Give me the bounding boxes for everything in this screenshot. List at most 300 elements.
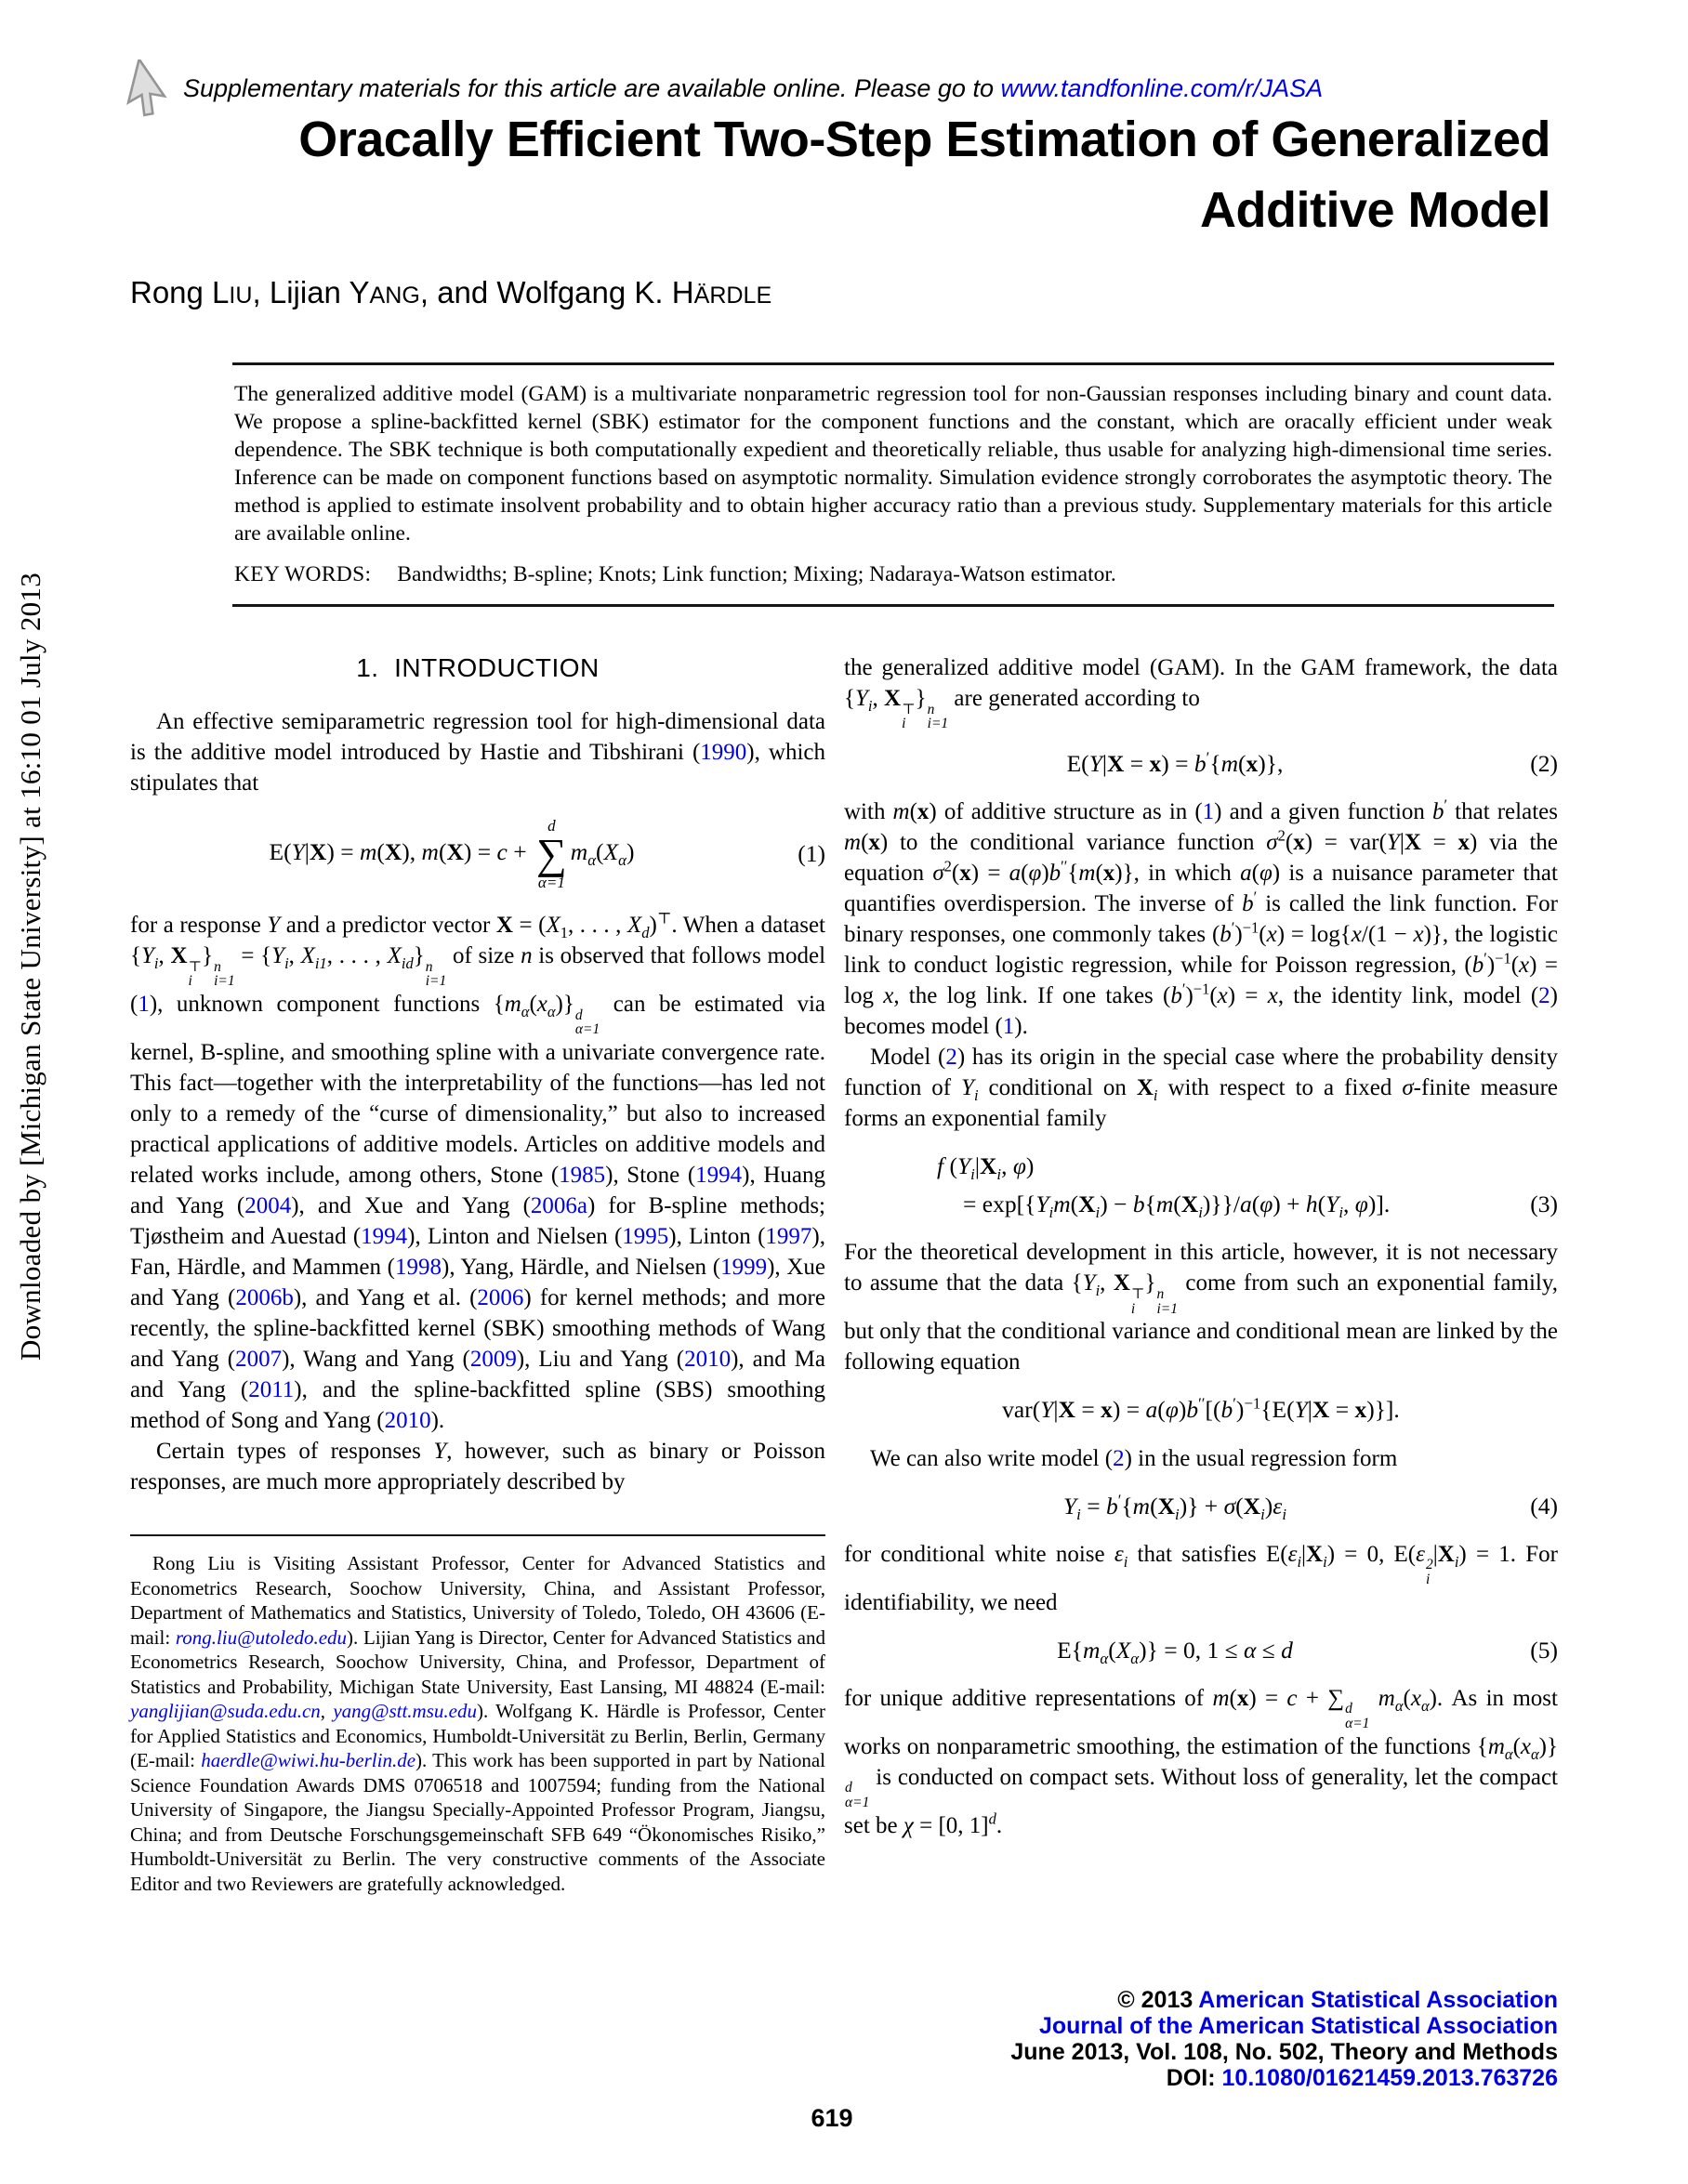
link[interactable]: rong.liu@utoledo.edu bbox=[175, 1625, 348, 1649]
text-run: Y bbox=[1035, 1190, 1049, 1217]
abstract-text: The generalized additive model (GAM) is a multivariate nonparametric regression tool for non-Gaussian responses including binary and count data. We propose a spline-backfitted kernel (SBK) estimator for the component functions and the constant, which are oracally efficient under weak dependence. The SBK technique is both computationally expedient and theoretically reliable, thus usable for analyzing high-dimensional time series. Inference can be made on component functions based on asymptotic normality. Simulation evidence strongly corroborates the asymptotic theory. The method is applied to estimate insolvent probability and to obtain higher accuracy ratio than a previous study. Supplementary materials for this article are available online. bbox=[234, 382, 1552, 546]
text-run: b bbox=[1220, 1396, 1233, 1424]
text-run: for a response bbox=[130, 913, 268, 938]
text-run: 2 bbox=[1277, 826, 1286, 845]
text-run: i bbox=[1076, 1505, 1081, 1523]
text-run: ), Liu and Yang ( bbox=[516, 1347, 685, 1373]
text-run: | bbox=[1432, 1541, 1438, 1567]
link[interactable]: 2011 bbox=[248, 1377, 295, 1403]
text-run: i bbox=[1282, 1505, 1287, 1523]
text-run: σ bbox=[1402, 1075, 1414, 1101]
text-run: that satisfies E( bbox=[1128, 1541, 1288, 1567]
text-run: that relates bbox=[1447, 799, 1558, 825]
text-run: Y bbox=[291, 837, 305, 865]
text-run: α bbox=[1420, 1696, 1430, 1715]
text-run: ) − bbox=[1100, 1190, 1133, 1217]
text-run: ) bbox=[1234, 922, 1243, 948]
link[interactable]: 1985 bbox=[559, 1163, 606, 1189]
text-run: m bbox=[1053, 1190, 1071, 1217]
text-run: X bbox=[1404, 830, 1421, 856]
link[interactable]: 1 bbox=[138, 992, 150, 1018]
text-run: ), and Ma and Yang ( bbox=[130, 1347, 825, 1403]
text-run: ) bbox=[1486, 953, 1496, 979]
text-run: = exp[{ bbox=[963, 1190, 1036, 1217]
link[interactable]: 1995 bbox=[622, 1224, 669, 1250]
text-run: ), bbox=[402, 837, 422, 865]
article-title bbox=[149, 104, 1550, 245]
link[interactable]: 1994 bbox=[361, 1224, 408, 1250]
text-run: i bbox=[1339, 1203, 1344, 1221]
text-run: ), Xue and Yang ( bbox=[130, 1255, 825, 1311]
keywords-text: Bandwidths; B-spline; Knots; Link function; Mixing; Nadaraya-Watson estimator. bbox=[397, 562, 1116, 586]
text-run: )}}/ bbox=[1202, 1190, 1240, 1217]
text-run: σ bbox=[1266, 830, 1278, 856]
text-run: , the identity link, model ( bbox=[1277, 983, 1539, 1009]
text-run: Y bbox=[1294, 1396, 1308, 1424]
text-run: ) = bbox=[1227, 983, 1268, 1009]
text-run: i bbox=[1048, 1203, 1054, 1221]
text-run: ) = bbox=[326, 837, 360, 865]
text-run: X bbox=[170, 943, 188, 968]
text-run: ′ bbox=[1484, 949, 1487, 967]
text-run: ( bbox=[1021, 861, 1029, 887]
text-run: X bbox=[1078, 1190, 1096, 1217]
text-run: X bbox=[1243, 1492, 1261, 1520]
paragraph bbox=[844, 652, 1558, 731]
text-run: a bbox=[1145, 1396, 1158, 1424]
text-run: x bbox=[1293, 830, 1305, 856]
text-run: f bbox=[937, 1152, 944, 1180]
text-run: ) bbox=[1264, 1492, 1273, 1520]
text-run: Y bbox=[1040, 1396, 1054, 1424]
text-run: Y bbox=[1325, 1190, 1339, 1217]
text-run: m bbox=[1155, 1190, 1174, 1217]
left-column bbox=[130, 652, 825, 1896]
link[interactable]: 2 bbox=[1538, 983, 1550, 1009]
text-run: x bbox=[1102, 861, 1115, 887]
equation-4-label: (4) bbox=[1530, 1492, 1558, 1520]
supplementary-note bbox=[183, 74, 1323, 103]
text-run: X bbox=[1437, 1541, 1455, 1567]
text-run: σ bbox=[1223, 1492, 1236, 1520]
text-run: = [0, 1] bbox=[913, 1813, 989, 1839]
text-run: x bbox=[917, 799, 930, 825]
link[interactable]: 1997 bbox=[765, 1224, 812, 1250]
text-run: ) becomes model ( bbox=[844, 983, 1558, 1040]
text-run: = bbox=[1420, 830, 1458, 856]
text-run: , bbox=[288, 943, 301, 968]
text-run: { bbox=[1121, 1492, 1133, 1520]
text-run: DOI: bbox=[1166, 2065, 1222, 2091]
text-run: ) to the conditional variance function bbox=[879, 830, 1267, 856]
text-run: X bbox=[1157, 1492, 1176, 1520]
text-run: {E( bbox=[1260, 1396, 1295, 1424]
text-run: x bbox=[1354, 1396, 1367, 1424]
text-run: i bbox=[1175, 1505, 1180, 1523]
text-run: α bbox=[521, 1003, 530, 1021]
text-run: Y bbox=[956, 1152, 971, 1180]
text-run: . When a dataset { bbox=[130, 913, 826, 968]
text-run: ) = bbox=[463, 837, 497, 865]
text-run: ( bbox=[1229, 1685, 1237, 1711]
text-run: ( bbox=[1095, 861, 1103, 887]
text-run: ε bbox=[1273, 1492, 1283, 1520]
text-run: )}, bbox=[1258, 750, 1284, 778]
text-run: © 2013 bbox=[1117, 1987, 1199, 2013]
text-run: ( bbox=[1285, 830, 1294, 856]
text-run: , . . . , bbox=[568, 913, 627, 938]
text-run: X bbox=[1136, 1075, 1154, 1101]
text-run: )}, in which bbox=[1114, 861, 1241, 887]
text-run: σ bbox=[932, 861, 944, 887]
text-run: , bbox=[1343, 1190, 1355, 1217]
text-run: ), and the spline-backfitted spline (SBS) smoothing method of Song and Yang ( bbox=[130, 1377, 825, 1434]
abstract-bottom-divider bbox=[232, 604, 1554, 607]
sub-sup-stack: d α=1 bbox=[1345, 1701, 1370, 1732]
text-run: ε bbox=[1287, 1541, 1298, 1567]
text-run: , . . . , bbox=[326, 943, 388, 968]
text-run: ), Fan, Härdle, and Mammen ( bbox=[130, 1224, 825, 1281]
text-run: IU bbox=[229, 283, 253, 309]
text-run: ( bbox=[909, 799, 917, 825]
paragraph bbox=[844, 1539, 1558, 1618]
text-run: x bbox=[1246, 750, 1259, 778]
text-run: b bbox=[1193, 750, 1207, 778]
text-run: X bbox=[495, 913, 513, 938]
text-run: b bbox=[1048, 861, 1062, 887]
text-run: ) = 0, E( bbox=[1326, 1541, 1417, 1567]
text-run: )]. bbox=[1367, 1190, 1391, 1217]
text-run: b bbox=[1471, 953, 1484, 979]
sum-operator: d ∑ α=1 bbox=[535, 817, 567, 891]
keywords-line bbox=[232, 551, 1554, 587]
link[interactable]: yanglijian@suda.edu.cn bbox=[130, 1700, 321, 1723]
text-run: , Lijian Y bbox=[252, 275, 370, 309]
text-run: X bbox=[1115, 1636, 1131, 1664]
sub-sup-stack: n i=1 bbox=[927, 701, 949, 732]
text-run: for conditional white noise bbox=[844, 1541, 1114, 1567]
text-run: α bbox=[547, 1003, 556, 1021]
text-run: a bbox=[1240, 861, 1252, 887]
copyright-line bbox=[1010, 1987, 1558, 2013]
text-run: , the log link. If one takes ( bbox=[893, 983, 1171, 1009]
text-run: ≤ bbox=[1256, 1636, 1282, 1664]
text-run: for unique additive representations of bbox=[844, 1685, 1213, 1711]
text-run: α bbox=[1531, 1744, 1539, 1763]
text-run: )} bbox=[1538, 1733, 1558, 1759]
link[interactable]: 10.1080/01621459.2013.763726 bbox=[1221, 2065, 1558, 2091]
text-run: = bbox=[1124, 750, 1150, 778]
text-run: ), and Xue and Yang ( bbox=[291, 1193, 531, 1219]
text-run: m bbox=[421, 837, 439, 865]
text-run: | bbox=[1101, 750, 1107, 778]
text-run: /(1 − bbox=[1361, 922, 1414, 948]
text-run: 1 bbox=[560, 924, 568, 941]
text-run: ( bbox=[1259, 922, 1267, 948]
text-run: , and Wolfgang K. H bbox=[419, 275, 694, 309]
text-run: X bbox=[884, 686, 902, 711]
text-run: come from such an exponential family, but only that the conditional variance and conditional mean are linked by the following equation bbox=[844, 1270, 1558, 1375]
text-run: ) via the equation bbox=[844, 830, 1558, 887]
equation-4 bbox=[844, 1491, 1558, 1523]
text-run: ( bbox=[1235, 1492, 1244, 1520]
text-run: Rong L bbox=[130, 275, 230, 309]
paragraph bbox=[844, 1237, 1558, 1377]
text-run: ) = bbox=[1161, 750, 1194, 778]
paragraph bbox=[130, 1436, 825, 1497]
text-run: ( bbox=[1403, 1685, 1411, 1711]
text-run: , bbox=[158, 943, 171, 968]
text-run: = bbox=[1075, 1396, 1101, 1424]
text-run: ∑ bbox=[1327, 1685, 1345, 1711]
text-run: with respect to a fixed bbox=[1157, 1075, 1403, 1101]
sub-sup-stack: n i=1 bbox=[214, 958, 235, 990]
text-run: φ bbox=[1012, 1152, 1026, 1180]
text-run: m bbox=[1220, 750, 1239, 778]
text-run: a bbox=[1009, 861, 1022, 887]
text-run: Y bbox=[1062, 1492, 1077, 1520]
link[interactable]: 2007 bbox=[235, 1347, 283, 1373]
text-run: ) bbox=[1235, 1396, 1245, 1424]
link[interactable]: 1990 bbox=[700, 740, 747, 765]
text-run: ( bbox=[943, 1152, 957, 1180]
text-run: X bbox=[1312, 1396, 1330, 1424]
text-run: χ bbox=[903, 1813, 914, 1839]
text-run: ( bbox=[1157, 1396, 1166, 1424]
authors-line bbox=[130, 275, 771, 310]
text-run: m bbox=[892, 799, 910, 825]
text-run: m bbox=[570, 837, 588, 865]
text-run: | bbox=[1301, 1541, 1307, 1567]
text-run: i bbox=[1454, 1552, 1459, 1571]
text-run: We can also write model ( bbox=[870, 1445, 1114, 1471]
link[interactable]: Journal of the American Statistical Association bbox=[1038, 2013, 1558, 2039]
link[interactable]: 1999 bbox=[720, 1255, 768, 1281]
text-run: ( bbox=[1150, 1492, 1158, 1520]
text-run: x bbox=[1457, 830, 1470, 856]
text-run: φ bbox=[1259, 1190, 1273, 1217]
text-run: ( bbox=[951, 861, 960, 887]
text-run: x bbox=[959, 861, 971, 887]
text-run: )}]. bbox=[1366, 1396, 1400, 1424]
text-run: + bbox=[507, 837, 533, 865]
journal-name-line bbox=[1010, 2013, 1558, 2039]
text-run: ⊤ bbox=[656, 909, 672, 928]
text-run: = bbox=[1080, 1492, 1106, 1520]
text-run: m bbox=[504, 992, 521, 1018]
text-run: φ bbox=[1165, 1396, 1179, 1424]
link[interactable]: yang@stt.msu.edu bbox=[333, 1700, 477, 1723]
text-run: n bbox=[521, 943, 533, 968]
doi-line bbox=[1010, 2065, 1558, 2091]
text-run: Y bbox=[433, 1439, 447, 1465]
text-run: m bbox=[1082, 1636, 1101, 1664]
link[interactable]: www.tandfonline.com/r/JASA bbox=[1000, 74, 1324, 102]
text-run: h bbox=[1305, 1190, 1318, 1217]
text-run: i bbox=[973, 1086, 979, 1105]
text-run: ), Yang, Härdle, and Nielsen ( bbox=[442, 1255, 721, 1281]
text-run: X bbox=[387, 943, 402, 968]
text-run: ). Lijian Yang is Director, Center for Advanced Statistics and Econometrics Research, Soochow University, China, and Professor, Department of Statistics and Probability, Michigan State University, East Lansing, MI 48824 (E-mail: bbox=[130, 1625, 825, 1698]
text-run: ) = bbox=[1248, 1685, 1287, 1711]
text-run: m bbox=[1132, 1492, 1151, 1520]
text-run: ) = var( bbox=[1304, 830, 1387, 856]
text-run: α bbox=[1243, 1636, 1257, 1664]
text-run: Y bbox=[267, 913, 281, 938]
text-run: ( bbox=[1510, 953, 1520, 979]
link[interactable]: 2 bbox=[1113, 1445, 1125, 1471]
text-run: φ bbox=[1259, 861, 1273, 887]
text-run: { bbox=[1067, 861, 1079, 887]
text-run: d bbox=[641, 924, 650, 941]
text-run: ( bbox=[529, 992, 537, 1018]
text-run: Rong Liu is Visiting Assistant Professor, Center for Advanced Statistics and Econometrics Research, Soochow University, China, and Assistant Professor, Department of Mathematics and Statistics, University of Toledo, Toledo, OH 43606 (E-mail: bbox=[130, 1552, 825, 1649]
text-run: [( bbox=[1205, 1396, 1221, 1424]
text-run: ( bbox=[596, 837, 604, 865]
link[interactable]: 1998 bbox=[395, 1255, 442, 1281]
text-run: ( bbox=[861, 830, 869, 856]
paragraph bbox=[844, 1443, 1558, 1474]
text-run: and a predictor vector bbox=[280, 913, 496, 938]
text-run: 2 bbox=[943, 857, 952, 875]
link[interactable]: 2006b bbox=[235, 1285, 294, 1311]
text-run: ′ bbox=[1253, 888, 1258, 906]
text-run: b bbox=[1242, 891, 1254, 917]
link[interactable]: 2004 bbox=[244, 1193, 292, 1219]
text-run: X bbox=[979, 1152, 997, 1180]
text-run: i bbox=[1123, 1552, 1128, 1571]
text-run: ÄRDLE bbox=[693, 283, 772, 309]
equation-1-label: (1) bbox=[798, 839, 825, 867]
text-run: are generated according to bbox=[948, 686, 1200, 711]
text-run: ( bbox=[376, 837, 385, 865]
text-run: ) = bbox=[1112, 1396, 1146, 1424]
equation-5-label: (5) bbox=[1530, 1636, 1558, 1664]
text-run: d bbox=[988, 1809, 996, 1828]
link[interactable]: 2 bbox=[945, 1045, 957, 1071]
text-run: x bbox=[1236, 1685, 1249, 1711]
text-run: X bbox=[309, 837, 327, 865]
text-run: b bbox=[1431, 799, 1444, 825]
text-run: Y bbox=[1088, 750, 1102, 778]
text-run: −1 bbox=[1193, 980, 1210, 998]
equation-3-line1 bbox=[844, 1152, 1558, 1184]
text-run: ), unknown component functions { bbox=[149, 992, 505, 1018]
link[interactable]: 2010 bbox=[684, 1347, 732, 1373]
text-run: ) of additive structure as in ( bbox=[929, 799, 1203, 825]
text-run: X bbox=[603, 837, 619, 865]
link[interactable]: 2006 bbox=[477, 1285, 524, 1311]
text-run: i bbox=[1198, 1203, 1203, 1221]
link[interactable]: 1994 bbox=[695, 1163, 743, 1189]
text-run: )} = 0, 1 ≤ bbox=[1139, 1636, 1244, 1664]
text-run: x bbox=[1410, 1685, 1421, 1711]
link[interactable]: 1 bbox=[1002, 1014, 1015, 1040]
text-run: E{ bbox=[1057, 1636, 1083, 1664]
text-run: x bbox=[536, 992, 547, 1018]
text-run: a bbox=[1239, 1190, 1252, 1217]
link[interactable]: 2010 bbox=[384, 1408, 431, 1434]
text-run: ) for kernel methods; and more recently, the spline-backfitted kernel (SBK) smoothing methods of Wang and Yang ( bbox=[130, 1285, 825, 1373]
text-run: ), Wang and Yang ( bbox=[282, 1347, 470, 1373]
text-run: x bbox=[1413, 922, 1424, 948]
text-run: φ bbox=[1354, 1190, 1368, 1217]
text-run: { bbox=[1209, 750, 1221, 778]
text-run: June 2013, Vol. 108, No. 502, Theory and Methods bbox=[1010, 2039, 1558, 2065]
text-run: b bbox=[1132, 1190, 1145, 1217]
text-run: −1 bbox=[1495, 949, 1511, 967]
text-run: ) bbox=[626, 837, 635, 865]
paragraph bbox=[130, 910, 825, 1436]
sub-sup-stack: d α=1 bbox=[845, 1780, 870, 1811]
text-run: ), Stone ( bbox=[605, 1163, 696, 1189]
text-run: ′ bbox=[1206, 748, 1210, 767]
link[interactable]: haerdle@wiwi.hu-berlin.de bbox=[201, 1749, 416, 1772]
link[interactable]: 2009 bbox=[469, 1347, 517, 1373]
text-run: ) for B-spline methods; Tjøstheim and Auestad ( bbox=[130, 1193, 825, 1250]
text-run: , however, such as binary or Poisson responses, are much more appropriately described by bbox=[130, 1439, 825, 1495]
text-run: id bbox=[401, 954, 414, 972]
text-run: ) bbox=[1041, 861, 1049, 887]
text-run: )}, the logistic link to conduct logistic regression, while for Poisson regression, ( bbox=[844, 922, 1559, 979]
text-run: )} + bbox=[1179, 1492, 1224, 1520]
text-run: ) in the usual regression form bbox=[1124, 1445, 1398, 1471]
equation-5-body bbox=[844, 1636, 1506, 1667]
equation-5 bbox=[844, 1636, 1558, 1667]
text-run: Y bbox=[141, 943, 154, 968]
text-run: ANG bbox=[369, 283, 420, 309]
footnote-text bbox=[130, 1551, 825, 1896]
sub-sup-stack: n i=1 bbox=[1156, 1285, 1178, 1317]
text-run: ) bbox=[649, 913, 657, 938]
text-run: i bbox=[153, 954, 159, 972]
text-run: = { bbox=[234, 943, 272, 968]
equation-3-body bbox=[844, 1191, 1506, 1219]
text-run: i bbox=[1153, 1086, 1158, 1105]
text-run: var( bbox=[1002, 1396, 1041, 1424]
text-run: c bbox=[496, 837, 508, 865]
text-run: ( bbox=[1512, 1733, 1521, 1759]
text-run: α bbox=[1394, 1696, 1404, 1715]
text-run: X bbox=[1306, 1541, 1324, 1567]
text-run: ) bbox=[1178, 1396, 1187, 1424]
sub-sup-stack: 2 i bbox=[1426, 1557, 1433, 1587]
equation-2 bbox=[844, 750, 1558, 778]
text-run: ′ bbox=[1117, 1491, 1122, 1509]
sub-sup-stack: d α=1 bbox=[574, 1006, 600, 1038]
text-run: ) = log bbox=[844, 953, 1558, 1009]
text-run: , bbox=[1100, 1270, 1114, 1296]
link[interactable]: 1 bbox=[1202, 799, 1215, 825]
text-run: i1 bbox=[314, 954, 327, 972]
text-run: X bbox=[1113, 1270, 1130, 1296]
text-run: | bbox=[304, 837, 310, 865]
text-run: ) + bbox=[1273, 1190, 1306, 1217]
text-run: i bbox=[970, 1165, 975, 1184]
link[interactable]: American Statistical Association bbox=[1198, 1987, 1558, 2013]
text-run: ) bbox=[1025, 1152, 1035, 1180]
text-run: ), and Yang et al. ( bbox=[293, 1285, 478, 1311]
text-run: m bbox=[359, 837, 377, 865]
text-run: , bbox=[320, 1700, 334, 1723]
text-run: } bbox=[915, 686, 927, 711]
text-run: ′ bbox=[1233, 1394, 1236, 1413]
text-run: } bbox=[413, 943, 425, 968]
link[interactable]: 2006a bbox=[530, 1193, 588, 1219]
text-run: ). As in most works on nonparametric smoothing, the estimation of the functions { bbox=[844, 1685, 1558, 1759]
text-run: ) = 1. For identifiability, we need bbox=[844, 1541, 1558, 1615]
text-run: ′ bbox=[1181, 980, 1186, 998]
